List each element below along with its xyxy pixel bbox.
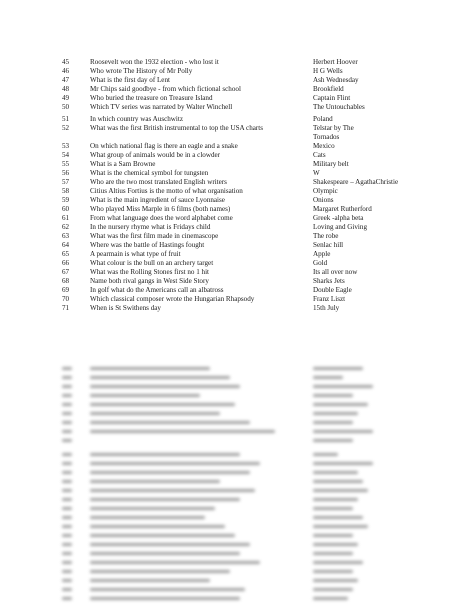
question-number: 67 bbox=[62, 268, 70, 276]
blurred-text-line bbox=[62, 579, 72, 582]
answer-text: The robe bbox=[313, 232, 339, 240]
blurred-text-line bbox=[90, 534, 235, 537]
question-text: Name both rival gangs in West Side Story bbox=[90, 277, 209, 285]
question-number: 71 bbox=[62, 304, 70, 312]
question-number: 66 bbox=[62, 259, 70, 267]
question-text: In which country was Auschwitz bbox=[90, 115, 183, 123]
question-text: Who buried the treasure on Treasure Island bbox=[90, 94, 213, 102]
blurred-text-line bbox=[90, 453, 240, 456]
question-number: 51 bbox=[62, 115, 70, 123]
blurred-text-line bbox=[90, 579, 210, 582]
blurred-text-line bbox=[90, 498, 240, 501]
blurred-text-line bbox=[62, 516, 72, 519]
blurred-text-line bbox=[62, 439, 72, 442]
blurred-text-line bbox=[62, 385, 72, 388]
blurred-content-area bbox=[0, 364, 474, 604]
answer-text: Olympic bbox=[313, 187, 338, 195]
answer-text: Sharks Jets bbox=[313, 277, 345, 285]
blurred-text-line bbox=[90, 570, 230, 573]
question-number: 55 bbox=[62, 160, 70, 168]
blurred-text-line bbox=[62, 376, 72, 379]
blurred-text-line bbox=[313, 471, 358, 474]
answer-text: Margaret Rutherford bbox=[313, 205, 372, 213]
question-number: 70 bbox=[62, 295, 70, 303]
question-text: Which TV series was narrated by Walter Winchell bbox=[90, 103, 233, 111]
blurred-text-line bbox=[313, 579, 358, 582]
question-number: 64 bbox=[62, 241, 70, 249]
blurred-text-line bbox=[313, 439, 353, 442]
question-text: Citius Altius Fortius is the motto of what organisation bbox=[90, 187, 243, 195]
question-number: 56 bbox=[62, 169, 70, 177]
blurred-text-line bbox=[90, 403, 235, 406]
blurred-text-line bbox=[62, 507, 72, 510]
question-number: 57 bbox=[62, 178, 70, 186]
question-text: Who are the two most translated English writers bbox=[90, 178, 227, 186]
blurred-text-line bbox=[90, 543, 250, 546]
answer-text: Gold bbox=[313, 259, 328, 267]
blurred-text-line bbox=[313, 489, 368, 492]
question-text: What is the main ingredient of sauce Lyonnaise bbox=[90, 196, 225, 204]
blurred-text-line bbox=[313, 534, 353, 537]
question-text: When is St Swithens day bbox=[90, 304, 161, 312]
question-number: 65 bbox=[62, 250, 70, 258]
blurred-text-line bbox=[62, 552, 72, 555]
question-text: Which classical composer wrote the Hungarian Rhapsody bbox=[90, 295, 255, 303]
answer-text: Herbert Hoover bbox=[313, 58, 358, 66]
answer-text: Military belt bbox=[313, 160, 349, 168]
question-number: 61 bbox=[62, 214, 70, 222]
blurred-text-line bbox=[62, 561, 72, 564]
blurred-text-line bbox=[62, 597, 72, 600]
question-text: What is the chemical symbol for tungsten bbox=[90, 169, 209, 177]
blurred-text-line bbox=[90, 507, 215, 510]
question-number: 47 bbox=[62, 76, 70, 84]
question-number: 54 bbox=[62, 151, 70, 159]
blurred-text-line bbox=[90, 412, 220, 415]
blurred-text-line bbox=[313, 385, 373, 388]
blurred-text-line bbox=[313, 421, 353, 424]
blurred-text-line bbox=[62, 543, 72, 546]
blurred-text-line bbox=[62, 462, 72, 465]
question-text: What was the Rolling Stones first no 1 hit bbox=[90, 268, 210, 276]
blurred-text-line bbox=[62, 525, 72, 528]
answer-text: H G Wells bbox=[313, 67, 343, 75]
question-text: What is a Sam Browne bbox=[90, 160, 156, 168]
blurred-text-line bbox=[313, 498, 358, 501]
answer-text: Its all over now bbox=[313, 268, 358, 276]
blurred-text-line bbox=[313, 552, 353, 555]
question-text: Where was the battle of Hastings fought bbox=[90, 241, 205, 249]
blurred-text-line bbox=[62, 588, 72, 591]
blurred-text-line bbox=[313, 462, 373, 465]
blurred-text-line bbox=[313, 507, 353, 510]
question-number: 45 bbox=[62, 58, 70, 66]
question-number: 59 bbox=[62, 196, 70, 204]
question-text: What was the first film made in cinemascope bbox=[90, 232, 219, 240]
question-number: 50 bbox=[62, 103, 70, 111]
question-number: 53 bbox=[62, 142, 70, 150]
blurred-text-line bbox=[90, 376, 230, 379]
question-text: In golf what do the Americans call an albatross bbox=[90, 286, 224, 294]
answer-text: W bbox=[313, 169, 320, 177]
blurred-text-line bbox=[313, 543, 358, 546]
blurred-text-line bbox=[313, 588, 353, 591]
blurred-text-line bbox=[90, 430, 275, 433]
question-number: 60 bbox=[62, 205, 70, 213]
blurred-text-line bbox=[90, 385, 240, 388]
question-number: 68 bbox=[62, 277, 70, 285]
blurred-text-line bbox=[90, 588, 245, 591]
answer-text: Double Eagle bbox=[313, 286, 352, 294]
question-text: What is the first day of Lent bbox=[90, 76, 170, 84]
blurred-text-line bbox=[313, 394, 353, 397]
blurred-text-line bbox=[62, 367, 72, 370]
answer-text: 15th July bbox=[313, 304, 340, 312]
question-number: 58 bbox=[62, 187, 70, 195]
blurred-text-line bbox=[90, 421, 250, 424]
blurred-text-line bbox=[313, 597, 348, 600]
answer-text: Franz Liszt bbox=[313, 295, 346, 303]
answer-text: Senlac hill bbox=[313, 241, 344, 249]
blurred-text-line bbox=[313, 430, 373, 433]
question-text: What colour is the bull on an archery target bbox=[90, 259, 214, 267]
answer-text: Telstar by The bbox=[313, 124, 354, 132]
blurred-text-line bbox=[313, 367, 363, 370]
blurred-text-line bbox=[90, 561, 260, 564]
blurred-text-line bbox=[62, 412, 72, 415]
blurred-text-line bbox=[90, 480, 220, 483]
blurred-text-line bbox=[313, 516, 363, 519]
blurred-text-line bbox=[90, 525, 225, 528]
blurred-text-line bbox=[62, 480, 72, 483]
question-text: Mr Chips said goodbye - from which fictional school bbox=[90, 85, 241, 93]
blurred-text-line bbox=[90, 597, 240, 600]
blurred-text-line bbox=[313, 376, 343, 379]
blurred-text-line bbox=[90, 552, 240, 555]
blurred-text-line bbox=[62, 471, 72, 474]
blurred-text-line bbox=[313, 525, 368, 528]
question-text: In the nursery rhyme what is Fridays child bbox=[90, 223, 211, 231]
question-text: Who played Miss Marple in 6 films (both names) bbox=[90, 205, 231, 213]
blurred-text-line bbox=[313, 570, 353, 573]
question-text: From what language does the word alphabet come bbox=[90, 214, 233, 222]
blurred-text-line bbox=[90, 394, 200, 397]
blurred-text-line bbox=[62, 403, 72, 406]
blurred-text-line bbox=[313, 412, 358, 415]
answer-text-continued: Tornados bbox=[313, 133, 340, 141]
answer-text: Mexico bbox=[313, 142, 335, 150]
question-number: 69 bbox=[62, 286, 70, 294]
blurred-text-line bbox=[90, 367, 210, 370]
answer-text: Poland bbox=[313, 115, 333, 123]
blurred-text-line bbox=[62, 489, 72, 492]
question-number: 63 bbox=[62, 232, 70, 240]
blurred-text-line bbox=[62, 453, 72, 456]
blurred-text-line bbox=[62, 498, 72, 501]
blurred-text-line bbox=[62, 394, 72, 397]
blurred-text-line bbox=[62, 570, 72, 573]
question-number: 62 bbox=[62, 223, 70, 231]
question-number: 48 bbox=[62, 85, 70, 93]
answer-text: Shakespeare – AgathaChristie bbox=[313, 178, 399, 186]
blurred-text-line bbox=[62, 534, 72, 537]
answer-text: Captain Flint bbox=[313, 94, 351, 102]
answer-text: Apple bbox=[313, 250, 331, 258]
question-text: Roosevelt won the 1932 election - who lost it bbox=[90, 58, 219, 66]
question-text: What group of animals would be in a clowder bbox=[90, 151, 221, 159]
blurred-text-line bbox=[62, 421, 72, 424]
question-text: Who wrote The History of Mr Polly bbox=[90, 67, 193, 75]
answer-text: Cats bbox=[313, 151, 326, 159]
answer-text: Onions bbox=[313, 196, 334, 204]
answer-text: Brookfield bbox=[313, 85, 344, 93]
blurred-text-line bbox=[313, 453, 338, 456]
blurred-text-line bbox=[313, 480, 363, 483]
question-text: What was the first British instrumental to top the USA charts bbox=[90, 124, 263, 132]
answer-text: Loving and Giving bbox=[313, 223, 367, 231]
blurred-text-line bbox=[90, 489, 255, 492]
answer-text: The Untouchables bbox=[313, 103, 365, 111]
blurred-text-line bbox=[62, 430, 72, 433]
blurred-text-line bbox=[90, 471, 250, 474]
question-number: 46 bbox=[62, 67, 70, 75]
question-text: A pearmain is what type of fruit bbox=[90, 250, 181, 258]
blurred-text-line bbox=[313, 403, 368, 406]
question-number: 49 bbox=[62, 94, 70, 102]
blurred-text-line bbox=[90, 516, 205, 519]
question-number: 52 bbox=[62, 124, 70, 132]
question-text: On which national flag is there an eagle and a snake bbox=[90, 142, 238, 150]
answer-text: Greek -alpha beta bbox=[313, 214, 364, 222]
blurred-text-line bbox=[90, 462, 260, 465]
answer-text: Ash Wednesday bbox=[313, 76, 359, 84]
blurred-text-line bbox=[313, 561, 363, 564]
